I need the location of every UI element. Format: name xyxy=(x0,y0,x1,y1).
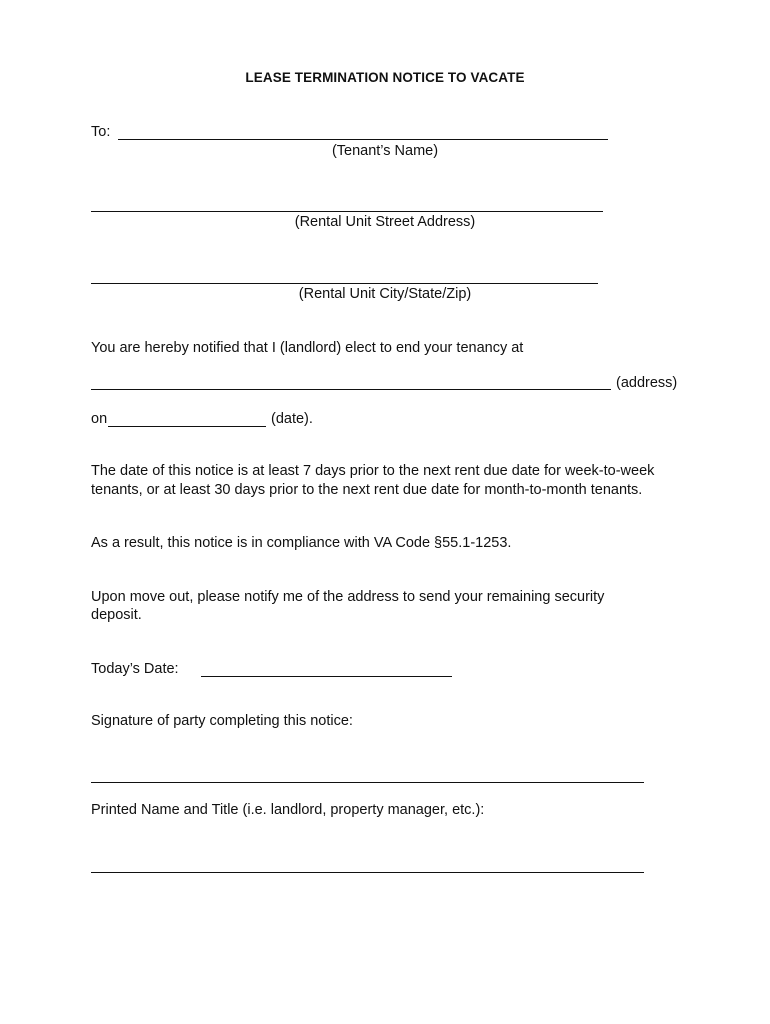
todays-date-line[interactable] xyxy=(201,676,452,677)
notify-text: You are hereby notified that I (landlord) elect to end your tenancy at xyxy=(91,340,524,356)
signature-label: Signature of party completing this notice: xyxy=(91,713,353,729)
tenancy-address-line[interactable] xyxy=(91,389,611,390)
signature-line[interactable] xyxy=(91,782,644,783)
end-date-line[interactable] xyxy=(108,426,266,427)
document-title: LEASE TERMINATION NOTICE TO VACATE xyxy=(245,70,525,85)
address-label: (address) xyxy=(616,375,678,391)
deposit-paragraph-line-2: deposit. xyxy=(91,607,142,623)
street-address-caption: (Rental Unit Street Address) xyxy=(294,214,476,230)
on-label: on xyxy=(91,411,108,427)
street-address-line[interactable] xyxy=(91,211,603,212)
deposit-paragraph-line-1: Upon move out, please notify me of the address to send your remaining security xyxy=(91,589,605,605)
notice-paragraph-line-1: The date of this notice is at least 7 days prior to the next rent due date for week-to-week xyxy=(91,463,655,479)
city-state-zip-caption: (Rental Unit City/State/Zip) xyxy=(298,286,472,302)
tenant-name-caption: (Tenant’s Name) xyxy=(331,143,439,159)
to-label: To: xyxy=(91,124,111,140)
printed-name-line[interactable] xyxy=(91,872,644,873)
printed-name-label: Printed Name and Title (i.e. landlord, property manager, etc.): xyxy=(91,802,485,818)
notice-paragraph-line-2: tenants, or at least 30 days prior to the next rent due date for month-to-month tenants. xyxy=(91,482,643,498)
compliance-paragraph: As a result, this notice is in compliance with VA Code §55.1-1253. xyxy=(91,535,512,551)
date-label: (date). xyxy=(271,411,313,427)
todays-date-label: Today’s Date: xyxy=(91,661,179,677)
city-state-zip-line[interactable] xyxy=(91,283,598,284)
tenant-name-line[interactable] xyxy=(118,139,608,140)
